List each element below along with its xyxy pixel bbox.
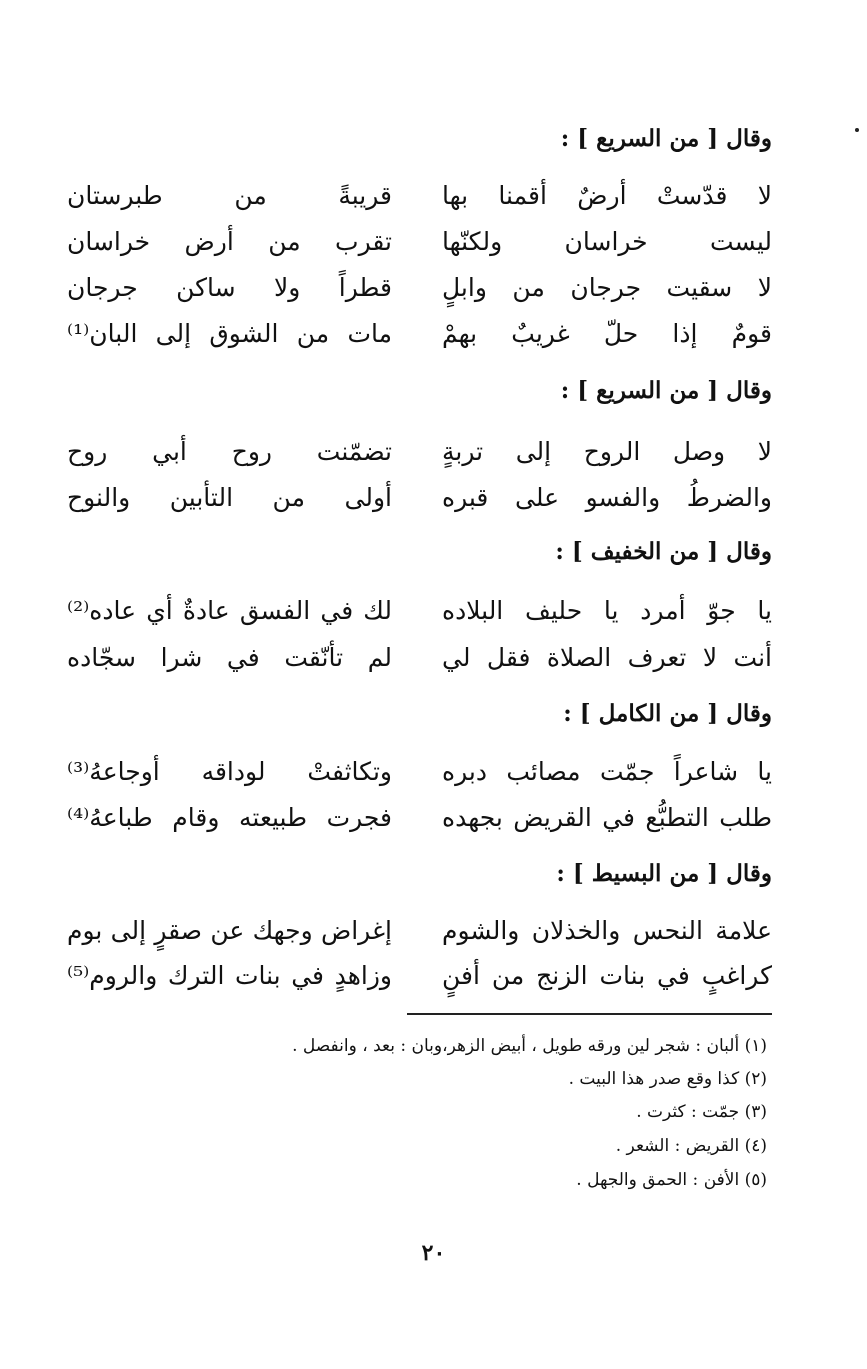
- verse-first-hemistich: والضرطُ والفسو على قبره: [442, 483, 772, 512]
- verse-line: [67, 587, 772, 635]
- verse-line: [67, 794, 772, 842]
- verse-first-hemistich: يا جوّ أمرد يا حليف البلاده: [442, 596, 772, 625]
- footnote-separator: [407, 1013, 772, 1015]
- verse-line: [67, 952, 772, 1000]
- verse-line: [67, 310, 772, 358]
- poem-heading: وقال [ من السريع ] :: [560, 377, 772, 404]
- footnote: (٢) كذا وقع صدر هذا البيت .: [568, 1069, 767, 1089]
- verse-line: [67, 748, 772, 796]
- verse-second-hemistich: فجرت طبيعته وقام طباعهُ⁽⁴⁾: [67, 803, 392, 832]
- footnote: (٥) الأفن : الحمق والجهل .: [576, 1170, 767, 1190]
- verse-second-hemistich: لك في الفسق عادةٌ أي عاده⁽²⁾: [67, 596, 392, 625]
- verse-line: [67, 428, 772, 476]
- verse-second-hemistich: تضمّنت روح أبي روح: [67, 437, 392, 466]
- verse-first-hemistich: طلب التطبُّع في القريض بجهده: [442, 803, 772, 832]
- verse-second-hemistich: وزاهدٍ في بنات الترك والروم⁽⁵⁾: [67, 961, 392, 990]
- verse-second-hemistich: تقرب من أرض خراسان: [67, 227, 392, 256]
- verse-first-hemistich: لا قدّستْ أرضٌ أقمنا بها: [442, 181, 772, 210]
- page-number: ٢٠: [421, 1240, 446, 1266]
- verse-first-hemistich: يا شاعراً جمّت مصائب دبره: [442, 757, 772, 786]
- verse-first-hemistich: لا سقيت جرجان من وابلٍ: [442, 273, 772, 302]
- verse-first-hemistich: أنت لا تعرف الصلاة فقل لي: [442, 643, 772, 672]
- verse-second-hemistich: لم تأنّقت في شرا سجّاده: [67, 643, 392, 672]
- verse-line: [67, 474, 772, 522]
- poem-heading: وقال [ من البسيط ] :: [556, 860, 772, 887]
- verse-second-hemistich: قريبةً من طبرستان: [67, 181, 392, 210]
- poem-heading: وقال [ من الكامل ] :: [563, 700, 772, 727]
- footnote: (١) ألبان : شجر لين ورقه طويل ، أبيض الزهر،وبان : بعد ، وانفصل .: [292, 1036, 767, 1056]
- footnote: (٤) القريض : الشعر .: [615, 1136, 767, 1156]
- verse-first-hemistich: قومٌ إذا حلّ غريبٌ بهمْ: [442, 319, 772, 348]
- verse-line: [67, 264, 772, 312]
- verse-second-hemistich: قطراً ولا ساكن جرجان: [67, 273, 392, 302]
- scan-speck: [855, 128, 859, 132]
- verse-first-hemistich: علامة النحس والخذلان والشوم: [442, 916, 772, 945]
- verse-line: [67, 907, 772, 955]
- verse-line: [67, 172, 772, 220]
- verse-line: [67, 218, 772, 266]
- verse-second-hemistich: وتكاثفتْ لوداقه أوجاعهُ⁽³⁾: [67, 757, 392, 786]
- poem-heading: وقال [ من السريع ] :: [560, 125, 772, 152]
- verse-second-hemistich: أولى من التأبين والنوح: [67, 483, 392, 512]
- verse-first-hemistich: كراغبٍ في بنات الزنج من أفنٍ: [442, 961, 772, 990]
- verse-first-hemistich: لا وصل الروح إلى تربةٍ: [442, 437, 772, 466]
- footnote: (٣) جمّت : كثرت .: [636, 1102, 767, 1122]
- verse-line: [67, 634, 772, 682]
- verse-second-hemistich: إغراض وجهك عن صقرٍ إلى بوم: [67, 916, 392, 945]
- verse-first-hemistich: ليست خراسان ولكنّها: [442, 227, 772, 256]
- poem-heading: وقال [ من الخفيف ] :: [555, 538, 772, 565]
- verse-second-hemistich: مات من الشوق إلى البان⁽¹⁾: [67, 319, 392, 348]
